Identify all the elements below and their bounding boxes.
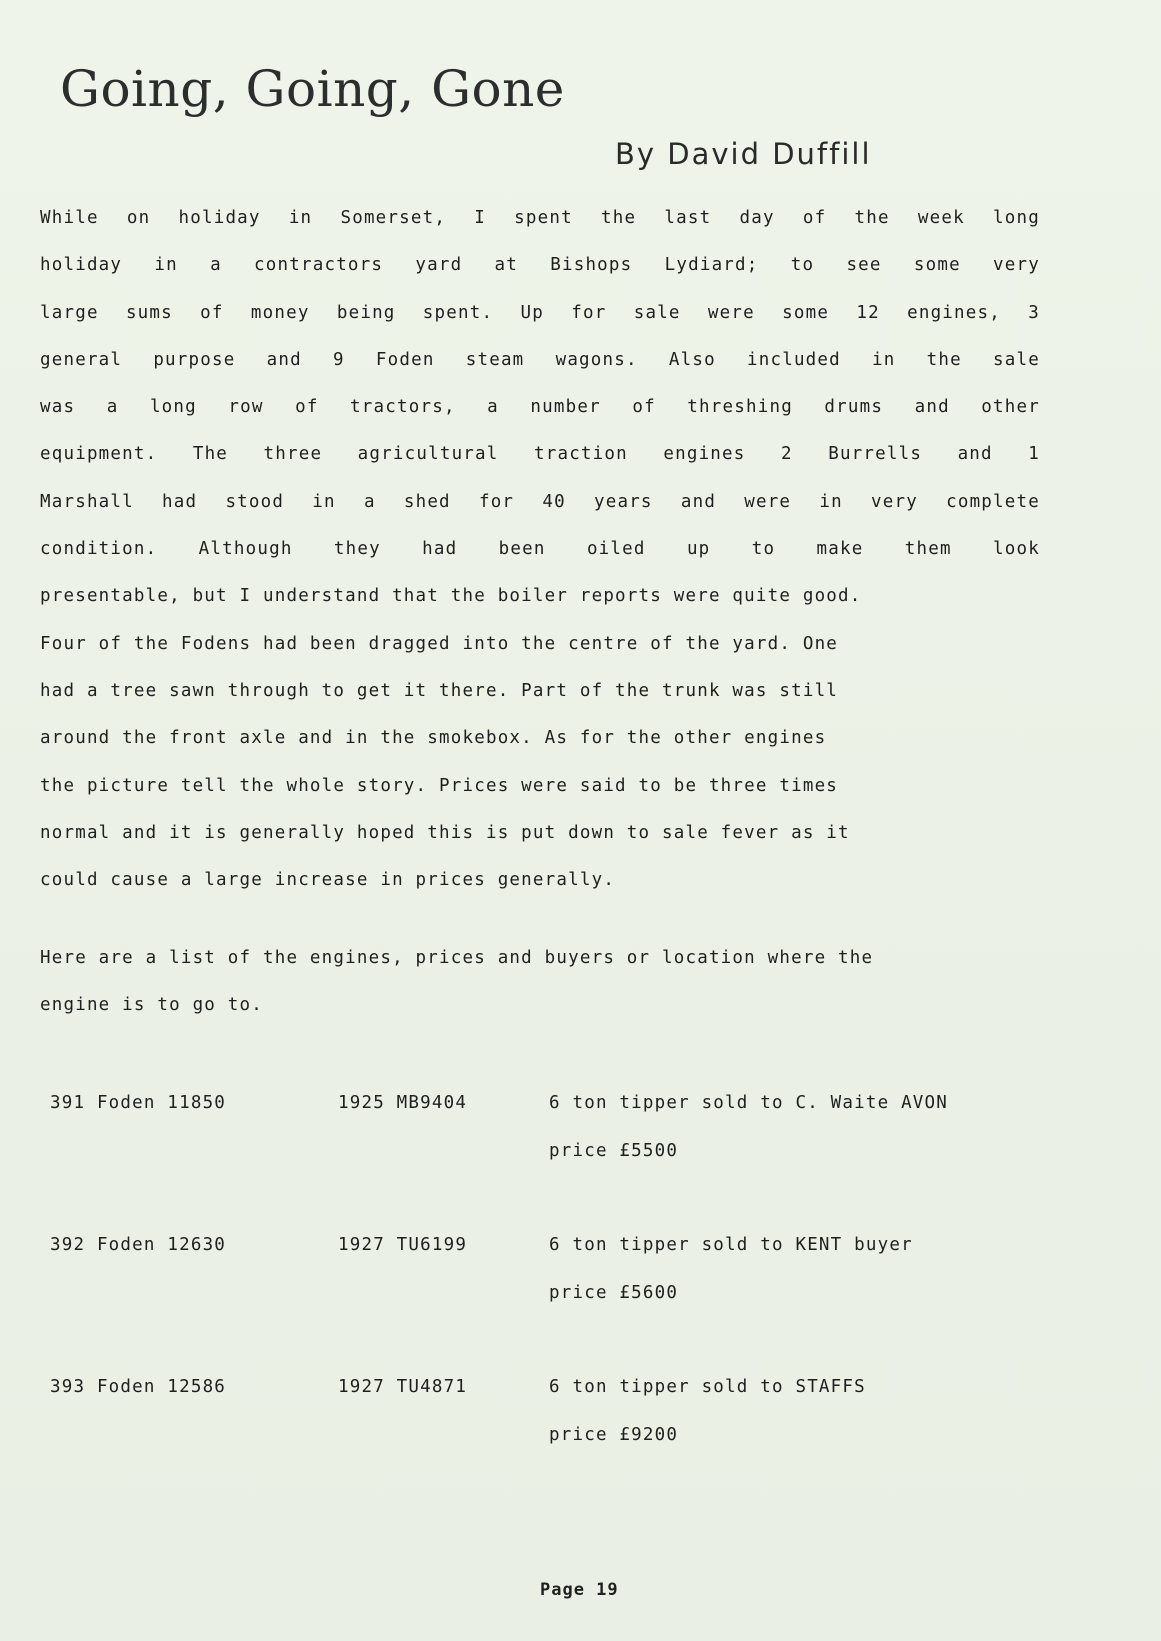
paragraph-line: engine is to go to.: [40, 995, 263, 1016]
paragraph-line: While on holiday in Somerset, I spent the last day of the week long: [40, 208, 1040, 228]
engine-lot: 391 Foden 11850: [50, 1093, 227, 1113]
intro-paragraph: [40, 195, 1040, 904]
article-byline: By David Duffill: [615, 137, 872, 171]
engine-year-registration: 1925 MB9404: [338, 1093, 468, 1113]
engine-price: price £5500: [549, 1141, 679, 1161]
paragraph-line: normal and it is generally hoped this is put down to sale fever as it: [40, 822, 850, 843]
paragraph-line: could cause a large increase in prices generally.: [40, 870, 616, 891]
paragraph-line: had a tree sawn through to get it there. Part of the trunk was still: [40, 680, 839, 701]
engine-description: 6 ton tipper sold to STAFFS: [549, 1377, 866, 1397]
engine-year-registration: 1927 TU4871: [338, 1377, 468, 1397]
paragraph-line: holiday in a contractors yard at Bishops Lydiard; to see some very: [40, 255, 1040, 276]
page-number: Page 19: [540, 1580, 619, 1600]
paragraph-line: condition. Although they had been oiled up to make them look: [40, 539, 1040, 560]
engine-entry: [50, 1093, 1050, 1193]
paragraph-line: large sums of money being spent. Up for sale were some 12 engines, 3: [40, 302, 1040, 323]
engine-entry: [50, 1235, 1050, 1335]
paragraph-line: presentable, but I understand that the boiler reports were quite good.: [40, 586, 862, 607]
paragraph-line: Marshall had stood in a shed for 40 years and were in very complete: [40, 491, 1040, 512]
engine-description: 6 ton tipper sold to KENT buyer: [549, 1235, 913, 1255]
paragraph-line: general purpose and 9 Foden steam wagons. Also included in the sale: [40, 349, 1040, 370]
paragraph-line: was a long row of tractors, a number of threshing drums and other: [40, 397, 1040, 418]
paragraph-line: equipment. The three agricultural traction engines 2 Burrells and 1: [40, 444, 1040, 465]
engine-price: price £9200: [549, 1425, 679, 1445]
list-intro-paragraph: [40, 935, 1040, 1030]
engine-year-registration: 1927 TU6199: [338, 1235, 468, 1255]
paragraph-line: around the front axle and in the smokebox. As for the other engines: [40, 728, 827, 749]
engine-entry: [50, 1377, 1050, 1477]
engine-lot: 392 Foden 12630: [50, 1235, 227, 1255]
paragraph-line: Here are a list of the engines, prices and buyers or location where the: [40, 948, 874, 968]
article-title: Going, Going, Gone: [60, 60, 565, 118]
engine-description: 6 ton tipper sold to C. Waite AVON: [549, 1093, 949, 1113]
paragraph-line: the picture tell the whole story. Prices were said to be three times: [40, 775, 839, 796]
engine-lot: 393 Foden 12586: [50, 1377, 227, 1397]
engine-price: price £5600: [549, 1283, 679, 1303]
paragraph-line: Four of the Fodens had been dragged into the centre of the yard. One: [40, 633, 839, 654]
